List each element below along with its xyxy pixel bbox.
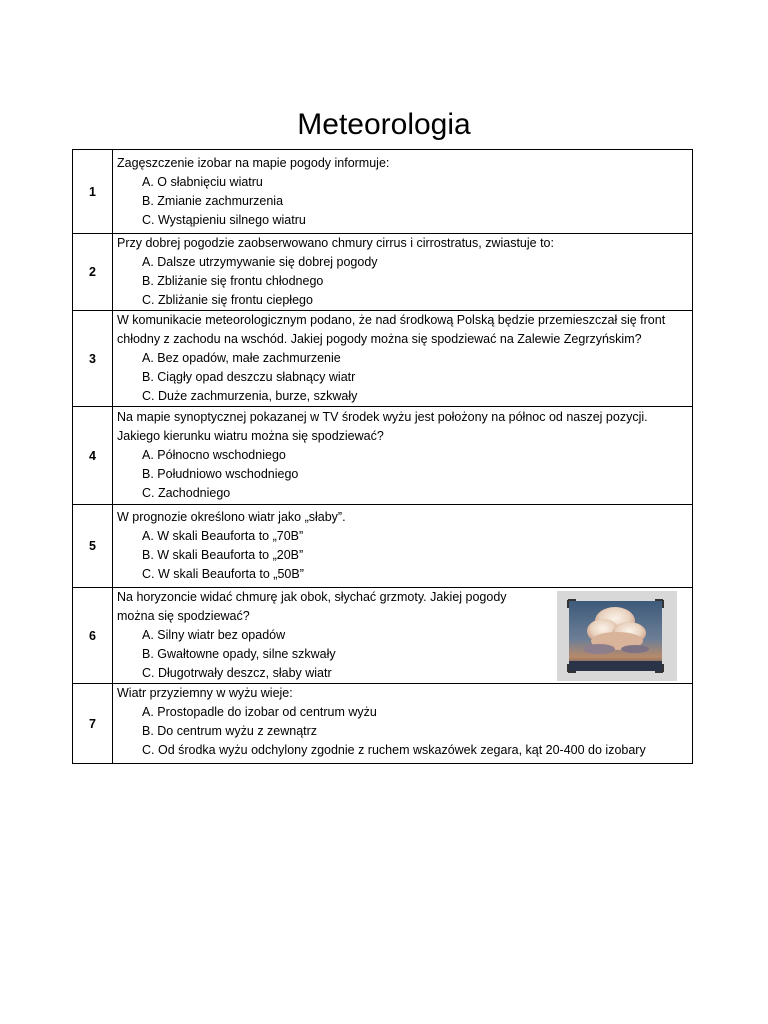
answer-option-b: B. Do centrum wyżu z zewnątrz — [142, 724, 318, 738]
answer-option-b: B. Ciągły opad deszczu słabnący wiatr — [142, 370, 356, 384]
storm-cloud-photo — [557, 591, 677, 681]
answer-option-c: C. Wystąpieniu silnego wiatru — [142, 212, 306, 227]
answer-option-a: A. Silny wiatr bez opadów — [142, 628, 286, 642]
question-text: Przy dobrej pogodzie zaobserwowano chmury cirrus i cirrostratus, zwiastuje to: — [117, 236, 554, 250]
question-cell — [113, 505, 693, 588]
answer-option-b: B. W skali Beauforta to „20B” — [142, 548, 304, 562]
answer-option-c: C. W skali Beauforta to „50B” — [142, 567, 304, 581]
question-cell — [113, 150, 693, 234]
question-cell — [113, 311, 693, 407]
answer-option-b: B. Południowo wschodniego — [142, 467, 299, 481]
question-text: W prognozie określono wiatr jako „słaby”. — [117, 510, 346, 524]
question-number: 3 — [73, 311, 113, 407]
answer-option-b: B. Zbliżanie się frontu chłodnego — [142, 274, 324, 288]
question-text: W komunikacie meteorologicznym podano, że nad środkową Polską będzie przemieszczał się front chłodny z zachodu na wschód. Jakiej pogody można się spodziewać na Zalewie Zegrzyńskim? — [117, 313, 666, 346]
answer-option-b: B. Zmianie zachmurzenia — [142, 193, 284, 208]
question-number: 1 — [73, 150, 113, 234]
question-text: Wiatr przyziemny w wyżu wieje: — [117, 686, 293, 700]
answer-option-a: A. Dalsze utrzymywanie się dobrej pogody — [142, 255, 378, 269]
answer-option-c: C. Duże zachmurzenia, burze, szkwały — [142, 389, 358, 403]
table-row — [73, 311, 693, 407]
question-text: Na horyzoncie widać chmurę jak obok, słychać grzmoty. Jakiej pogody można się spodziewać? — [117, 590, 507, 623]
answer-options — [117, 626, 527, 683]
answer-option-a: A. W skali Beauforta to „70B” — [142, 529, 304, 543]
question-number: 7 — [73, 684, 113, 764]
question-text: Na mapie synoptycznej pokazanej w TV środek wyżu jest położony na północ od naszej pozycji. Jakiego kierunku wiatru można się spodziewać? — [117, 410, 648, 443]
table-row — [73, 407, 693, 505]
page-title: Meteorologia — [297, 108, 471, 141]
table-row — [73, 150, 693, 234]
cumulonimbus-image — [557, 591, 677, 681]
question-cell — [113, 234, 693, 311]
answer-option-c: C. Zbliżanie się frontu ciepłego — [142, 293, 313, 307]
answer-option-a: A. O słabnięciu wiatru — [142, 174, 263, 189]
question-text: Zagęszczenie izobar na mapie pogody informuje: — [117, 155, 390, 170]
answer-option-a: A. Bez opadów, małe zachmurzenie — [142, 351, 341, 365]
table-row — [73, 505, 693, 588]
table-row — [73, 234, 693, 311]
answer-option-a: A. Północno wschodniego — [142, 448, 286, 462]
question-number: 4 — [73, 407, 113, 505]
answer-option-c: C. Długotrwały deszcz, słaby wiatr — [142, 666, 332, 680]
table-row — [73, 588, 693, 684]
question-cell — [113, 684, 693, 764]
question-cell — [113, 407, 693, 505]
question-number: 5 — [73, 505, 113, 588]
answer-option-c: C. Zachodniego — [142, 486, 231, 500]
answer-option-a: A. Prostopadle do izobar od centrum wyżu — [142, 705, 377, 719]
answer-option-c: C. Od środka wyżu odchylony zgodnie z ruchem wskazówek zegara, kąt 20-400 do izobary — [142, 743, 646, 757]
quiz-table — [72, 149, 693, 764]
table-row — [73, 684, 693, 764]
question-cell — [113, 588, 693, 684]
question-number: 6 — [73, 588, 113, 684]
answer-option-b: B. Gwałtowne opady, silne szkwały — [142, 647, 336, 661]
question-number: 2 — [73, 234, 113, 311]
